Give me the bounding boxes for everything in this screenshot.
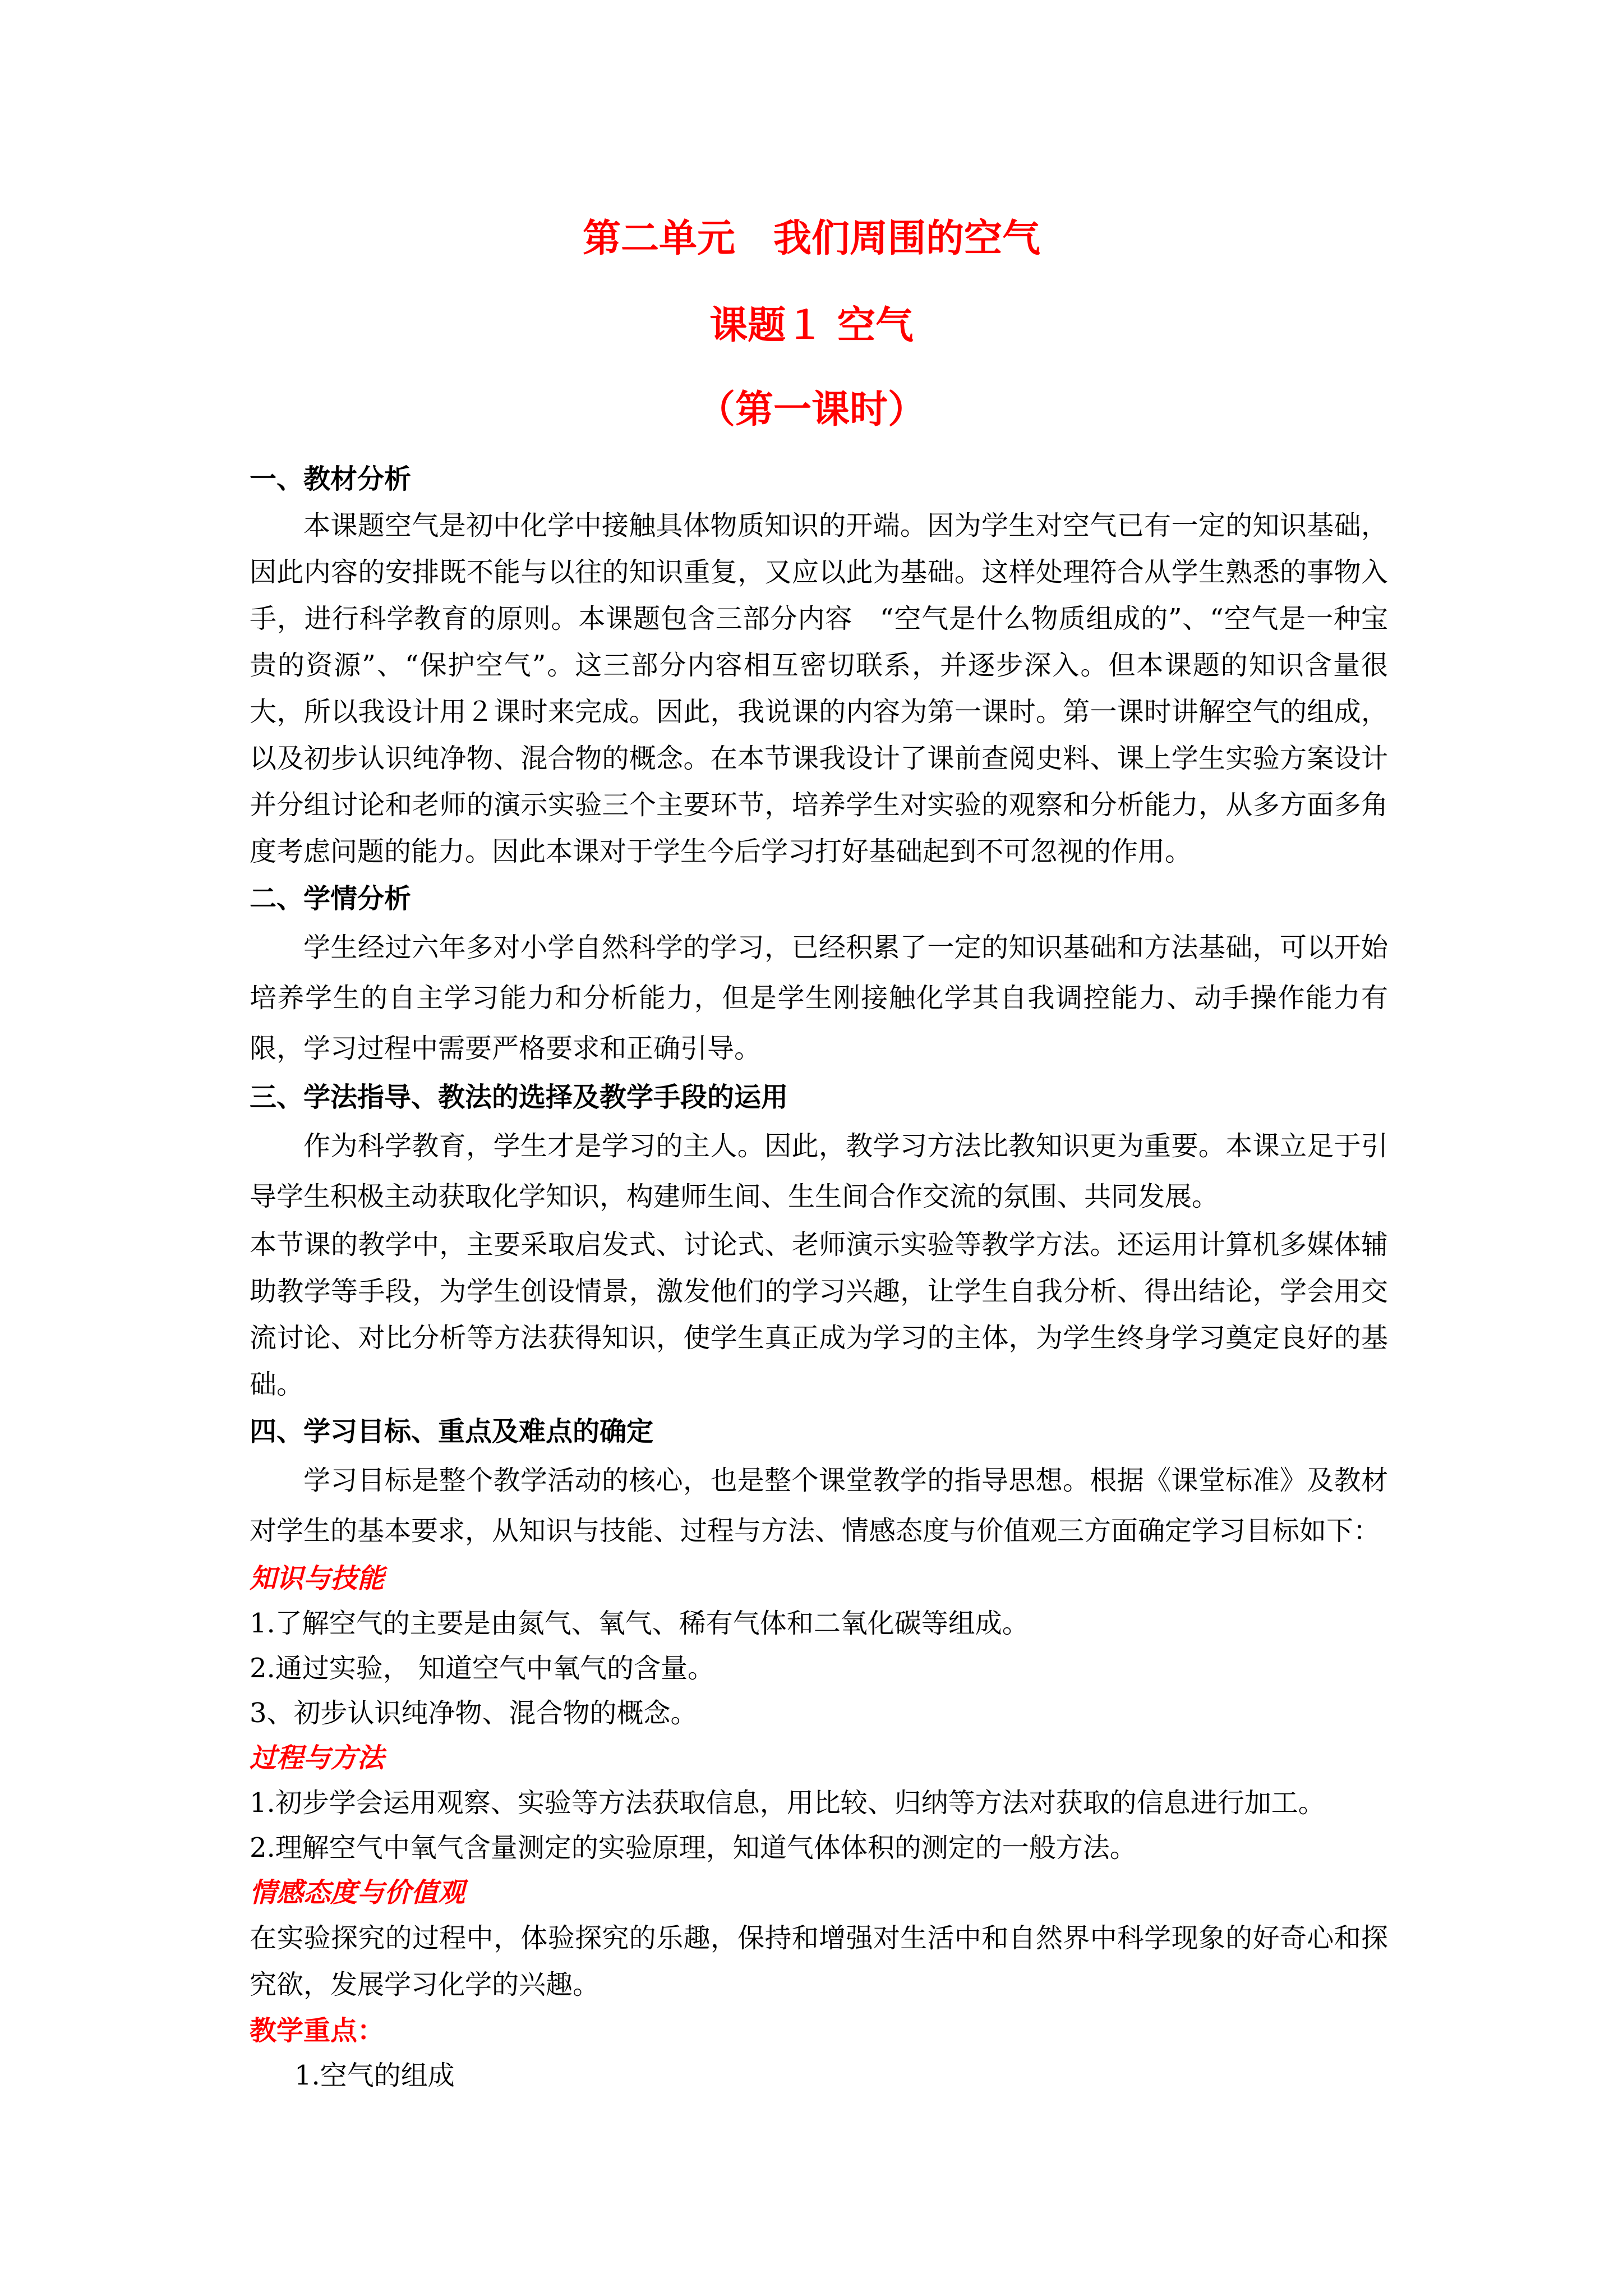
section-heading-textbook-analysis: 一、教材分析 [250, 463, 412, 495]
list-item: 2.理解空气中氧气含量测定的实验原理，知道气体体积的测定的一般方法。 [250, 1832, 1137, 1864]
process-methods-heading: 过程与方法 [250, 1742, 385, 1774]
document-body [250, 455, 1388, 2098]
methods-paragraph-1: 作为科学教育，学生才是学习的主人。因此，教学习方法比教知识更为重要。本课立足于引导学生积极主动获取化学知识，构建师生间、生生间合作交流的氛围、共同发展。 [250, 1130, 1388, 1212]
list-item: 1.了解空气的主要是由氮气、氧气、稀有气体和二氧化碳等组成。 [250, 1608, 1029, 1639]
section-heading-objectives: 四、学习目标、重点及难点的确定 [250, 1416, 654, 1447]
emotion-values-paragraph: 在实验探究的过程中，体验探究的乐趣，保持和增强对生活中和自然界中科学现象的好奇心和探究欲，发展学习化学的兴趣。 [250, 1922, 1388, 2000]
lesson-title: 课题１ 空气 [709, 303, 914, 348]
textbook-analysis-paragraph: 本课题空气是初中化学中接触具体物质知识的开端。因为学生对空气已有一定的知识基础，因此内容的安排既不能与以往的知识重复，又应以此为基础。这样处理符合从学生熟悉的事物入手，进行科学教育的原则。本课题包含三部分内容 “空气是什么物质组成的”、“空气是一种宝贵的资源”、“保护空气”。这三部分内容相互密切联系，并逐步深入。但本课题的知识含量很大，所以我设计用２课时来完成。因此，我说课的内容为第一课时。第一课时讲解空气的组成，以及初步认识纯净物、混合物的概念。在本节课我设计了课前查阅史料、课上学生实验方案设计并分组讨论和老师的演示实验三个主要环节，培养学生对实验的观察和分析能力，从多方面多角度考虑问题的能力。因此本课对于学生今后学习打好基础起到不可忽视的作用。 [250, 510, 1388, 867]
methods-paragraph-2: 本节课的教学中，主要采取启发式、讨论式、老师演示实验等教学方法。还运用计算机多媒体辅助教学等手段，为学生创设情景，激发他们的学习兴趣，让学生自我分析、得出结论，学会用交流讨论、对比分析等方法获得知识，使学生真正成为学习的主体，为学生终身学习奠定良好的基础。 [250, 1229, 1388, 1400]
section-heading-methods: 三、学法指导、教法的选择及教学手段的运用 [250, 1082, 789, 1113]
list-item: 1.初步学会运用观察、实验等方法获取信息，用比较、归纳等方法对获取的信息进行加工。 [250, 1787, 1325, 1819]
section-heading-student-analysis: 二、学情分析 [250, 883, 412, 914]
key-points-heading: 教学重点： [250, 2015, 385, 2046]
period-label: （第一课时） [697, 387, 926, 432]
list-item: 1.空气的组成 [294, 2060, 455, 2091]
objectives-paragraph: 学习目标是整个教学活动的核心，也是整个课堂教学的指导思想。根据《课堂标准》及教材对学生的基本要求，从知识与技能、过程与方法、情感态度与价值观三方面确定学习目标如下： [250, 1465, 1388, 1547]
knowledge-skills-heading: 知识与技能 [250, 1563, 385, 1594]
student-analysis-paragraph: 学生经过六年多对小学自然科学的学习，已经积累了一定的知识基础和方法基础，可以开始培养学生的自主学习能力和分析能力，但是学生刚接触化学其自我调控能力、动手操作能力有限，学习过程中需要严格要求和正确引导。 [250, 932, 1388, 1064]
emotion-values-heading: 情感态度与价值观 [250, 1877, 465, 1908]
unit-title: 第二单元 我们周围的空气 [582, 216, 1040, 261]
list-item: 3、初步认识纯净物、混合物的概念。 [250, 1697, 698, 1729]
list-item: 2.通过实验， 知道空气中氧气的含量。 [250, 1653, 715, 1684]
